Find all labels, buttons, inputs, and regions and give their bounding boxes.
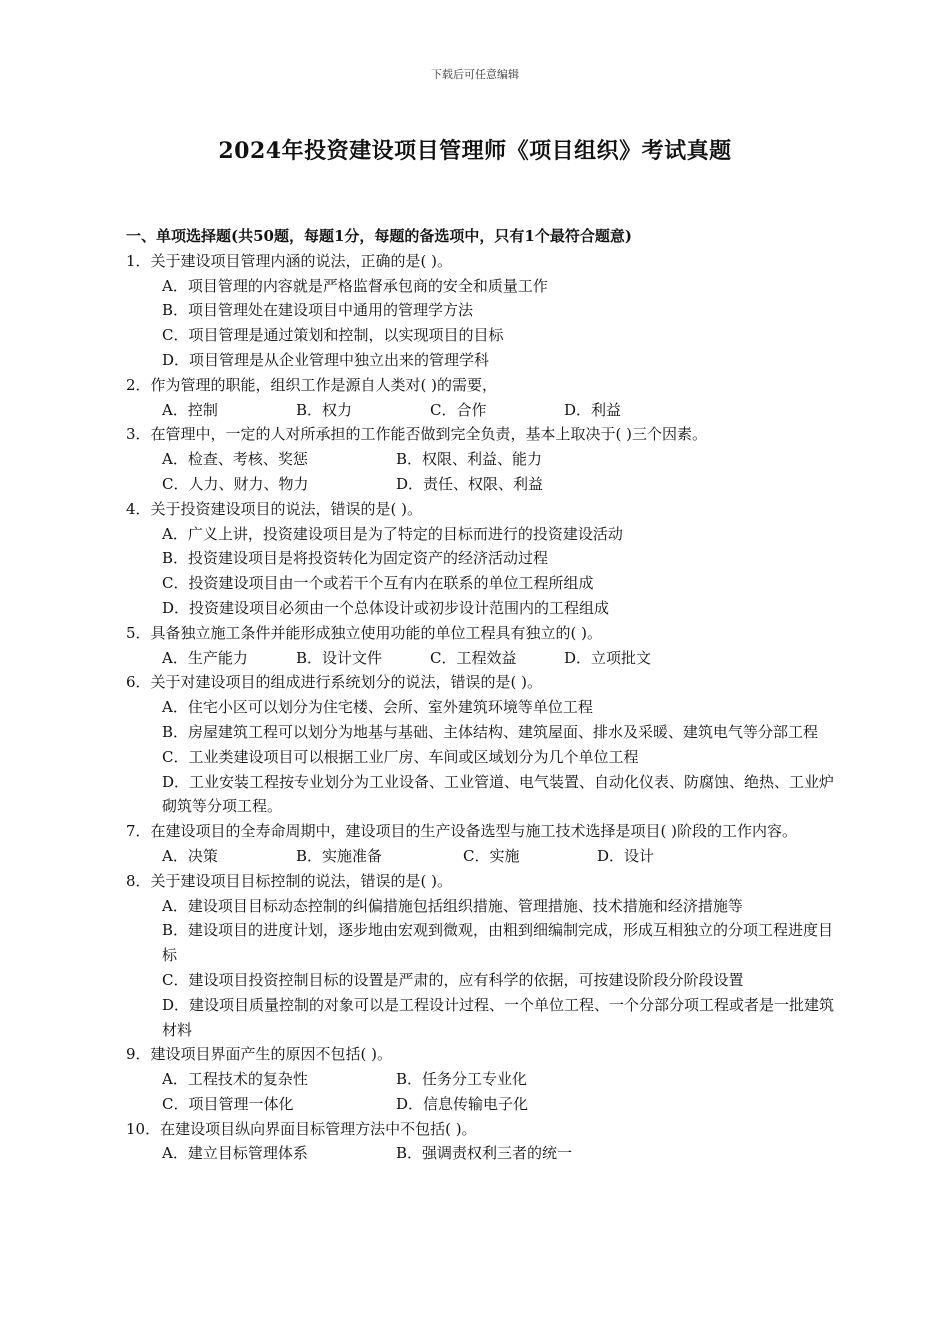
question-4-stem: 4．关于投资建设项目的说法，错误的是( )。	[126, 499, 423, 518]
question-2-option-a: A．控制	[162, 400, 218, 419]
question-10-option-a: A．建立目标管理体系	[162, 1144, 308, 1163]
question-9-option-a: A．工程技术的复杂性	[162, 1070, 308, 1089]
question-4-option-a: A．广义上讲，投资建设项目是为了特定的目标而进行的投资建设活动	[162, 524, 623, 543]
page-title: 2024年投资建设项目管理师《项目组织》考试真题	[218, 138, 732, 164]
question-3-option-d: D．责任、权限、利益	[396, 474, 544, 493]
question-7-option-b: B．实施准备	[296, 846, 383, 865]
exam-content	[126, 224, 836, 1166]
question-3-options-row-1	[126, 447, 836, 472]
question-4-option-d: D．投资建设项目必须由一个总体设计或初步设计范围内的工程组成	[162, 598, 610, 617]
question-1-option-b: B．项目管理处在建设项目中通用的管理学方法	[162, 301, 474, 320]
question-5-options	[126, 646, 836, 671]
question-5-option-c: C．工程效益	[430, 648, 517, 667]
question-9-options-row-2	[126, 1092, 836, 1117]
question-9-stem: 9．建设项目界面产生的原因不包括( )。	[126, 1045, 393, 1064]
question-7-options	[126, 844, 836, 869]
question-1-option-a: A．项目管理的内容就是严格监督承包商的安全和质量工作	[162, 276, 548, 295]
question-4-option-b: B．投资建设项目是将投资转化为固定资产的经济活动过程	[162, 549, 549, 568]
question-9-option-d: D．信息传输电子化	[396, 1094, 529, 1113]
question-8-option-d: D．建设项目质量控制的对象可以是工程设计过程、一个单位工程、一个分部分项工程或者是一批建筑材料	[162, 995, 835, 1039]
question-1-option-c: C．项目管理是通过策划和控制，以实现项目的目标	[162, 326, 504, 345]
question-4-option-c: C．投资建设项目由一个或若干个互有内在联系的单位工程所组成	[162, 574, 594, 593]
question-2-options	[126, 398, 836, 423]
question-7-option-d: D．设计	[597, 846, 655, 865]
question-3-stem: 3．在管理中，一定的人对所承担的工作能否做到完全负责，基本上取决于( )三个因素。	[126, 425, 708, 444]
question-3-option-c: C．人力、财力、物力	[162, 474, 309, 493]
question-8-stem: 8．关于建设项目目标控制的说法，错误的是( )。	[126, 871, 453, 890]
question-2-option-b: B．权力	[296, 400, 353, 419]
question-5-option-d: D．立项批文	[564, 648, 652, 667]
question-7-option-c: C．实施	[463, 846, 520, 865]
question-6-option-c: C．工业类建设项目可以根据工业厂房、车间或区域划分为几个单位工程	[162, 747, 639, 766]
section-heading: 一、单项选择题(共50题，每题1分，每题的备选项中，只有1个最符合题意)	[126, 227, 632, 245]
question-2-option-c: C．合作	[430, 400, 487, 419]
question-3-options-row-2	[126, 472, 836, 497]
question-9-options-row-1	[126, 1067, 836, 1092]
question-9-option-b: B．任务分工专业化	[396, 1070, 528, 1089]
question-2-stem: 2．作为管理的职能，组织工作是源自人类对( )的需要，	[126, 375, 498, 394]
question-3-option-b: B．权限、利益、能力	[396, 450, 543, 469]
question-5-option-a: A．生产能力	[162, 648, 248, 667]
question-1-stem: 1．关于建设项目管理内涵的说法，正确的是( )。	[126, 251, 453, 270]
question-5-stem: 5．具备独立施工条件并能形成独立使用功能的单位工程具有独立的( )。	[126, 623, 603, 642]
question-6-option-d: D．工业安装工程按专业划分为工业设备、工业管道、电气装置、自动化仪表、防腐蚀、绝热、工业炉砌筑等分项工程。	[162, 772, 835, 816]
question-9-option-c: C．项目管理一体化	[162, 1094, 294, 1113]
question-6-stem: 6．关于对建设项目的组成进行系统划分的说法，错误的是( )。	[126, 673, 543, 692]
header-note: 下载后可任意编辑	[431, 68, 519, 81]
question-7-stem: 7．在建设项目的全寿命周期中，建设项目的生产设备选型与施工技术选择是项目( )阶段的工作内容。	[126, 822, 798, 841]
question-1-option-d: D．项目管理是从企业管理中独立出来的管理学科	[162, 350, 490, 369]
question-2-option-d: D．利益	[564, 400, 622, 419]
question-10-option-b: B．强调责权利三者的统一	[396, 1144, 573, 1163]
question-5-option-b: B．设计文件	[296, 648, 383, 667]
question-7-option-a: A．决策	[162, 846, 218, 865]
question-8-option-b: B．建设项目的进度计划，逐步地由宏观到微观，由粗到细编制完成，形成互相独立的分项工程进度目标	[162, 921, 834, 965]
question-6-option-a: A．住宅小区可以划分为住宅楼、会所、室外建筑环境等单位工程	[162, 698, 593, 717]
question-8-option-c: C．建设项目投资控制目标的设置是严肃的，应有科学的依据，可按建设阶段分阶段设置	[162, 970, 744, 989]
question-10-options-row-1	[126, 1141, 836, 1166]
question-10-stem: 10．在建设项目纵向界面目标管理方法中不包括( )。	[126, 1119, 477, 1138]
question-3-option-a: A．检查、考核、奖惩	[162, 450, 308, 469]
question-6-option-b: B．房屋建筑工程可以划分为地基与基础、主体结构、建筑屋面、排水及采暖、建筑电气等分部工程	[162, 722, 819, 741]
question-8-option-a: A．建设项目目标动态控制的纠偏措施包括组织措施、管理措施、技术措施和经济措施等	[162, 896, 743, 915]
